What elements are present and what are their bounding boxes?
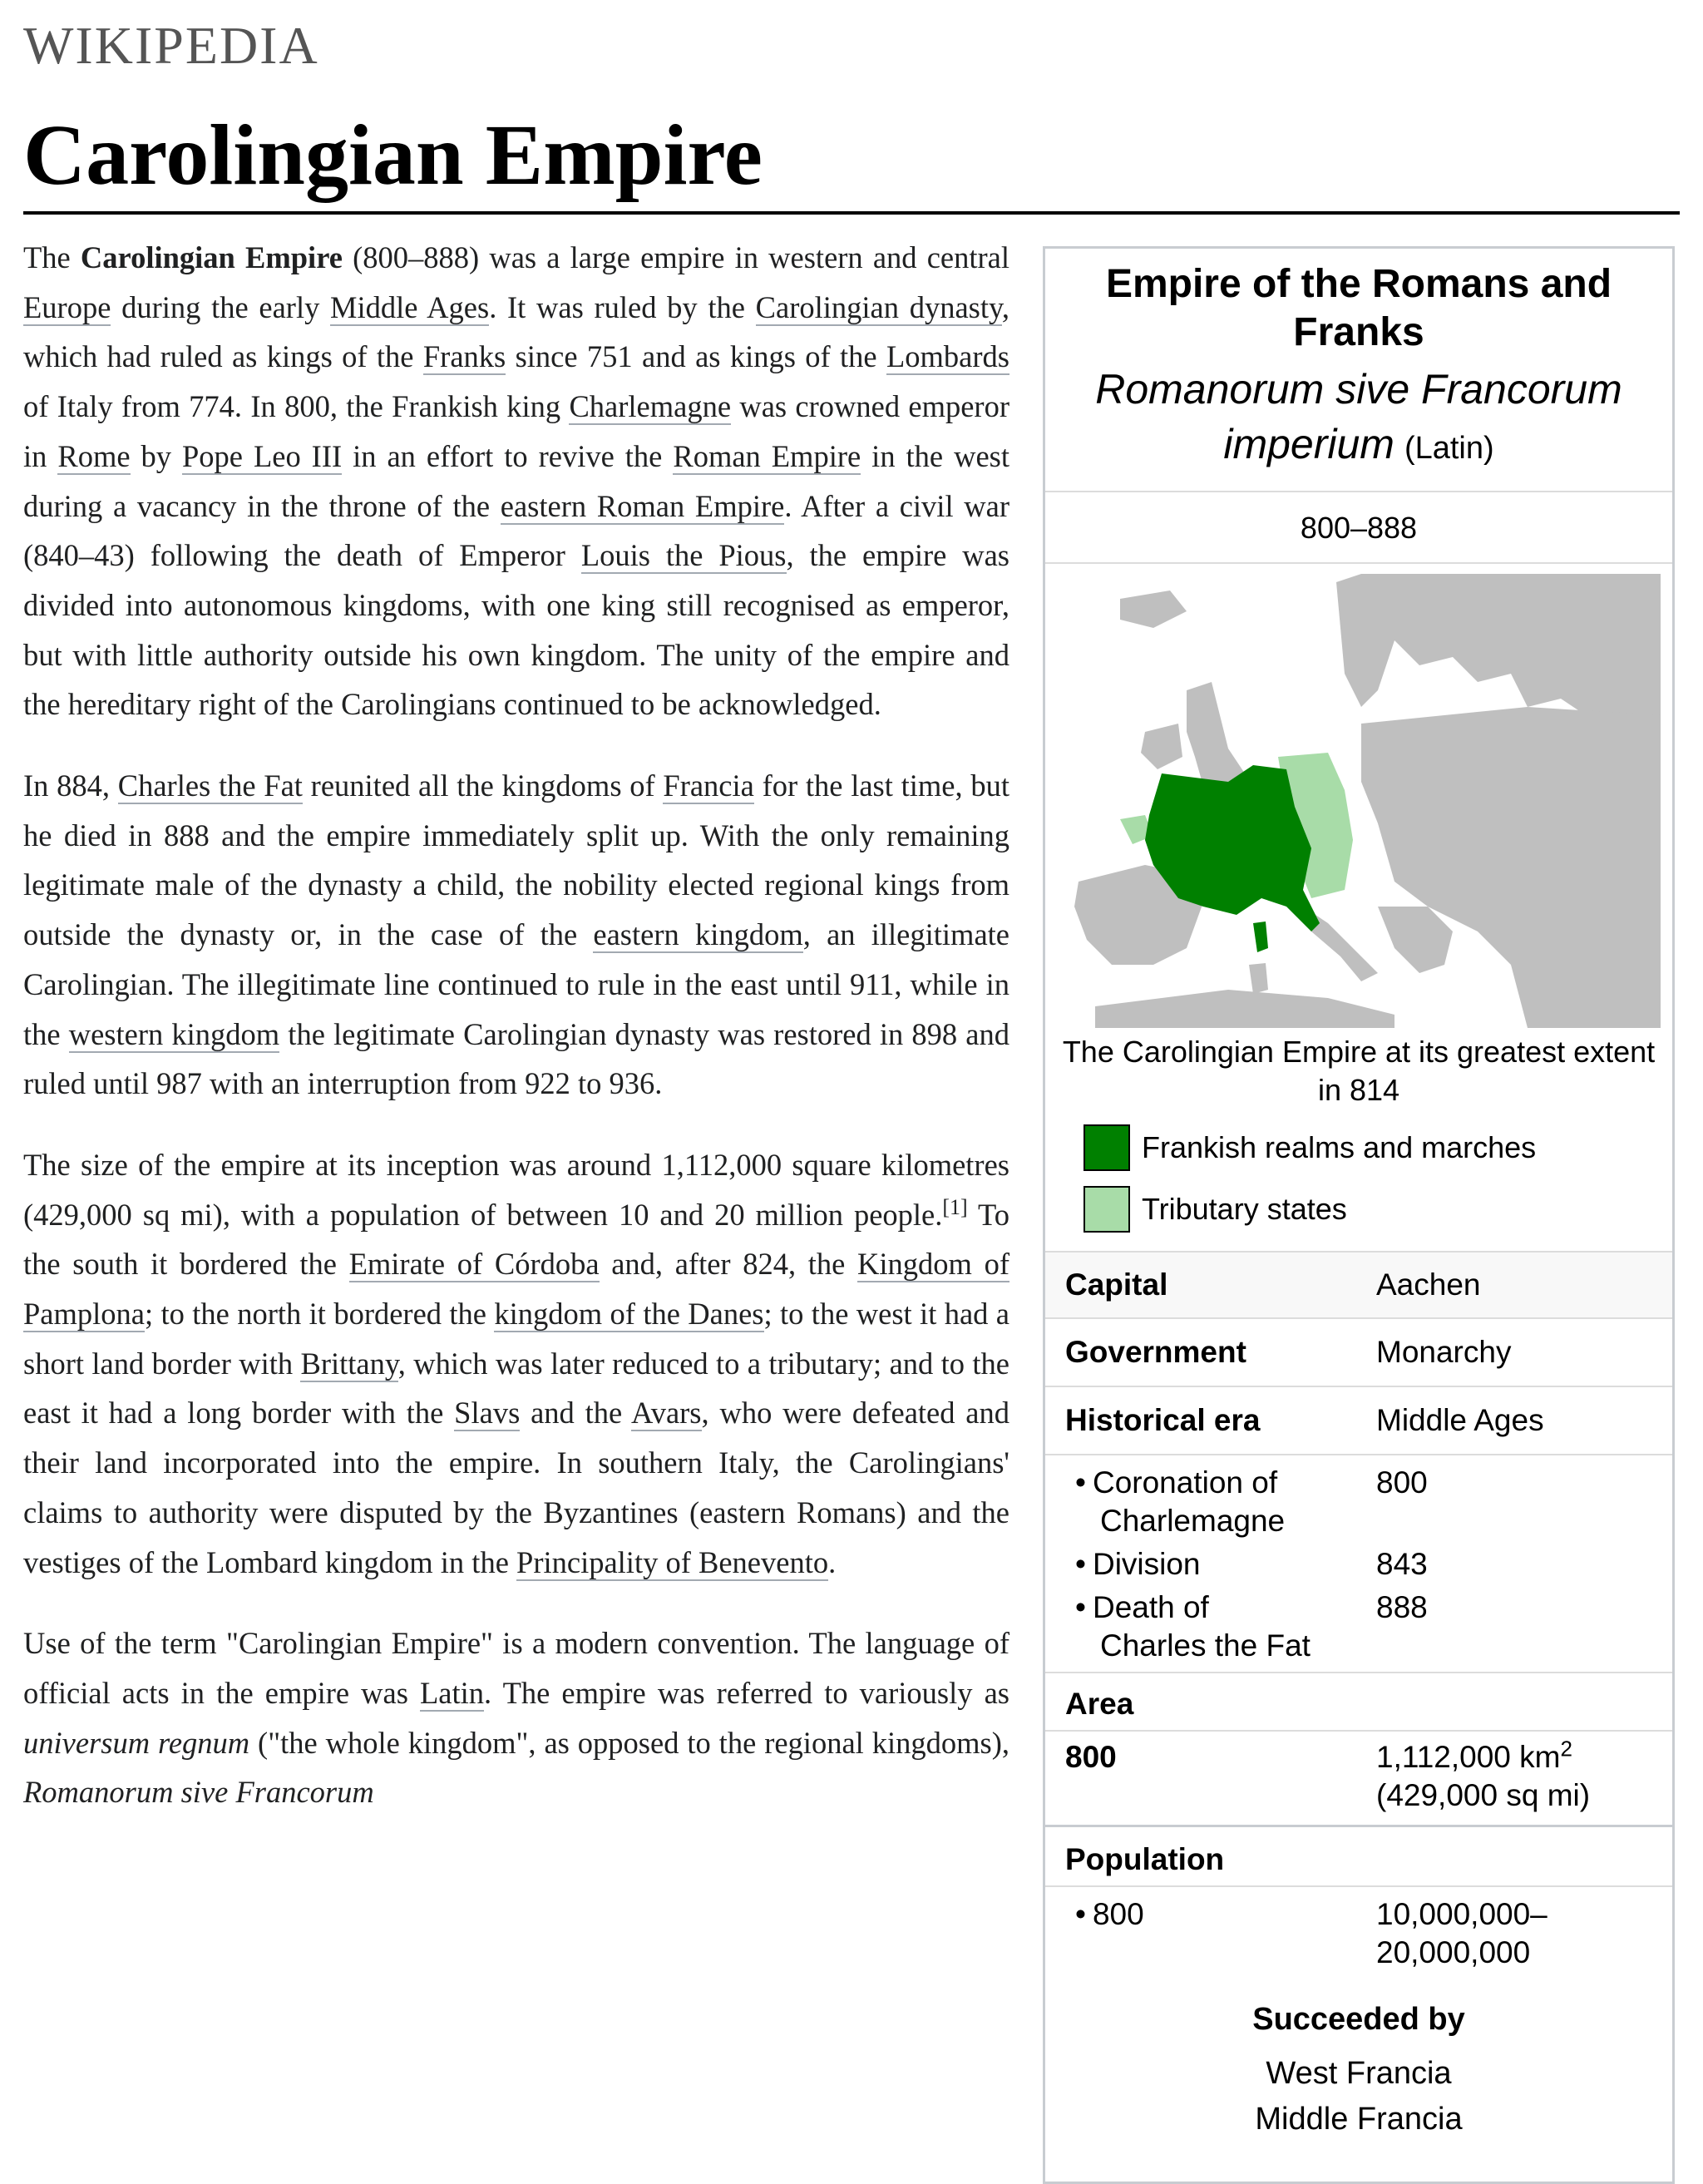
- paragraph-1: The Carolingian Empire (800–888) was a large empire in western and central Europe during the early Middle Ages. It was ruled by the Carolingian dynasty, which had ruled as kings of the Franks since 751 and as kings of the Lombards of Italy from 774. In 800, the Frankish king Charlemagne was crowned emperor in Rome by Pope Leo III in an effort to revive the Roman Empire in the west during a vacancy in the throne of the eastern Roman Empire. After a civil war (840–43) following the death of Emperor Louis the Pious, the empire was divided into autonomous kingdoms, with one king still recognised as emperor, but with little authority outside his own kingdom. The unity of the empire and the hereditary right of the Carolingians continued to be acknowledged.: [23, 240, 1009, 722]
- legend-label-frankish: Frankish realms and marches: [1142, 1130, 1537, 1164]
- link-carolingian-dynasty[interactable]: Carolingian dynasty: [755, 289, 1002, 324]
- successor-middle-francia[interactable]: Middle Francia: [1255, 2102, 1463, 2137]
- infobox-native-name: Romanorum sive Francorum imperium (Latin): [1095, 366, 1622, 467]
- link-slavs[interactable]: Slavs: [454, 1396, 521, 1430]
- page-title: Carolingian Empire: [23, 107, 763, 203]
- link-emirate-of-cordoba[interactable]: Emirate of Córdoba: [348, 1247, 600, 1282]
- row-area: [1045, 1732, 1672, 1827]
- event-death-year: 888: [1376, 1590, 1428, 1624]
- link-europe[interactable]: Europe: [23, 289, 111, 324]
- link-principality-of-benevento[interactable]: Principality of Benevento: [516, 1544, 829, 1579]
- row-population: • 800 10,000,000– 20,000,000: [1045, 1887, 1672, 1972]
- government-value[interactable]: Monarchy: [1376, 1335, 1512, 1369]
- capital-label: Capital: [1065, 1267, 1168, 1302]
- events-group: [1045, 1455, 1672, 1673]
- paragraph-4: Use of the term "Carolingian Empire" is a modern convention. The language of official acts in the empire was Latin. The empire was referred to variously as universum regnum ("the whole kingdom", as opposed to the regional kingdoms), Romanorum sive Francorum: [23, 1626, 1009, 1810]
- map-caption: The Carolingian Empire at its greatest extent in 814: [1062, 1035, 1656, 1107]
- infobox-title: Empire of the Romans and Franks: [1105, 262, 1612, 354]
- europe-map-image: [1062, 574, 1661, 1028]
- successor-west-francia[interactable]: West Francia: [1266, 2056, 1452, 2091]
- link-middle-ages[interactable]: Middle Ages: [330, 289, 490, 324]
- population-heading[interactable]: Population: [1045, 1827, 1672, 1887]
- legend-swatch-frankish: [1084, 1124, 1130, 1171]
- link-lombards[interactable]: Lombards: [886, 339, 1009, 374]
- reference-1[interactable]: [1]: [942, 1194, 968, 1219]
- paragraph-3: The size of the empire at its inception was around 1,112,000 square kilometres (429,000 sq mi), with a population of between 10 and 20 million people.[1] To the south it bordered the Emirate of Córdoba and, after 824, the Kingdom of Pamplona; to the north it bordered the kingdom of the Danes; to the west it had a short land border with Brittany, which was later reduced to a tributary; and to the east it had a long border with the Slavs and the Avars, who were defeated and their land incorporated into the empire. In southern Italy, the Carolingians' claims to authority were disputed by the Byzantines (eastern Romans) and the vestiges of the Lombard kingdom in the Principality of Benevento.: [23, 1147, 1010, 1579]
- event-death-label: Death of: [1092, 1590, 1209, 1624]
- link-charles-the-fat[interactable]: Charles the Fat: [117, 768, 303, 803]
- link-rome[interactable]: Rome: [57, 438, 131, 473]
- government-label: Government: [1065, 1335, 1246, 1369]
- legend-item-tributary: [1084, 1186, 1672, 1233]
- link-kingdom-of-the-danes[interactable]: kingdom of the Danes: [494, 1297, 764, 1332]
- legend-swatch-tributary: [1084, 1186, 1130, 1233]
- infobox: [1043, 246, 1675, 2184]
- era-value[interactable]: Middle Ages: [1376, 1403, 1544, 1437]
- legend-item-frankish: [1084, 1124, 1672, 1171]
- link-louis-the-pious[interactable]: Louis the Pious: [580, 538, 787, 573]
- event-coronation: • Coronation of Charlemagne 800: [1045, 1464, 1672, 1540]
- link-western-kingdom[interactable]: western kingdom: [68, 1016, 280, 1051]
- successor-list: [1045, 2051, 1672, 2142]
- event-division-year: 843: [1376, 1547, 1428, 1581]
- link-franks[interactable]: Franks: [422, 339, 506, 374]
- event-coronation-year: 800: [1376, 1465, 1428, 1500]
- empire-map[interactable]: [1062, 574, 1656, 1028]
- bold-term: Carolingian Empire: [80, 240, 343, 274]
- event-division-label[interactable]: Division: [1092, 1547, 1201, 1581]
- population-value: 10,000,000– 20,000,000: [1376, 1897, 1548, 1969]
- capital-value[interactable]: Aachen: [1376, 1267, 1481, 1302]
- link-eastern-kingdom[interactable]: eastern kingdom: [593, 917, 803, 952]
- title-divider: [23, 211, 1680, 215]
- row-historical-era: [1045, 1387, 1672, 1455]
- area-heading[interactable]: Area: [1045, 1673, 1672, 1732]
- area-value: 1,112,000 $km^2$ (429,000 sq mi): [1376, 1736, 1591, 1812]
- succeeded-by-heading: Succeeded by: [1252, 2002, 1465, 2037]
- infobox-header: [1045, 249, 1672, 492]
- wikipedia-wordmark[interactable]: WIKIPEDIA: [23, 16, 319, 75]
- infobox-years: 800–888: [1045, 492, 1672, 564]
- link-eastern-roman-empire[interactable]: eastern Roman Empire: [500, 488, 785, 523]
- row-government: [1045, 1319, 1672, 1387]
- legend-label-tributary: Tributary states: [1142, 1192, 1347, 1226]
- link-latin[interactable]: Latin: [420, 1675, 485, 1710]
- event-coronation-label[interactable]: Coronation of: [1092, 1465, 1278, 1500]
- row-capital: [1045, 1253, 1672, 1319]
- event-division: • Division 843: [1045, 1545, 1672, 1584]
- link-brittany[interactable]: Brittany: [300, 1346, 398, 1381]
- link-avars[interactable]: Avars: [631, 1396, 702, 1430]
- link-pope-leo-iii[interactable]: Pope Leo III: [182, 438, 343, 473]
- link-charlemagne[interactable]: Charlemagne: [569, 389, 732, 424]
- link-roman-empire[interactable]: Roman Empire: [673, 438, 861, 473]
- infobox-rows: [1045, 1251, 1672, 2142]
- area-year: 800: [1065, 1740, 1117, 1774]
- paragraph-2: In 884, Charles the Fat reunited all the kingdoms of Francia for the last time, but he died in 888 and the empire immediately split up. With the only remaining legitimate male of the dynasty a child, the nobility elected regional kings from outside the dynasty or, in the case of the eastern kingdom, an illegitimate Carolingian. The illegitimate line continued to rule in the east until 911, while in the western kingdom the legitimate Carolingian dynasty was restored in 898 and ruled until 987 with an interruption from 922 to 936.: [23, 768, 1009, 1101]
- link-francia[interactable]: Francia: [663, 768, 754, 803]
- article-body: [23, 233, 1009, 1849]
- population-year: 800: [1092, 1897, 1144, 1931]
- event-death: • Death of Charles the Fat 888: [1045, 1589, 1672, 1665]
- era-label: Historical era: [1065, 1403, 1261, 1437]
- native-language: (Latin): [1404, 431, 1494, 466]
- link-kingdom-of-pamplona[interactable]: Kingdom of Pamplona: [23, 1247, 1009, 1332]
